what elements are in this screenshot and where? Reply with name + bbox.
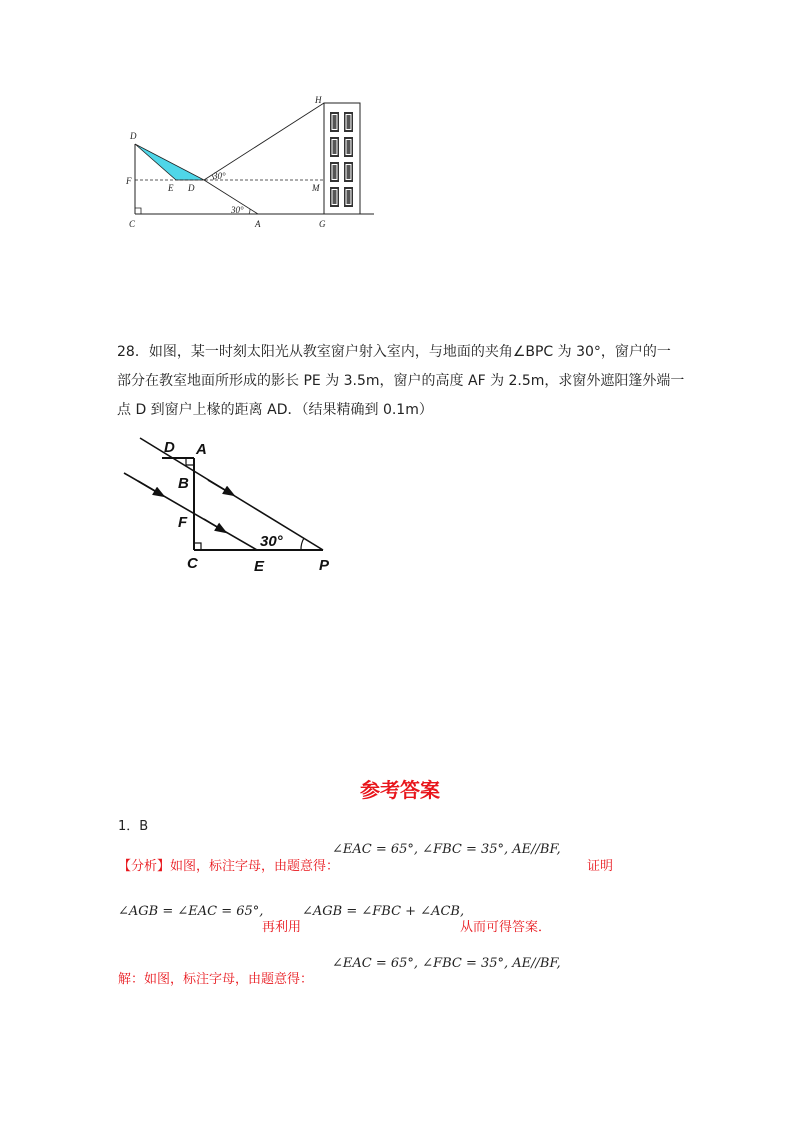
- line-dh: [204, 103, 324, 180]
- analysis-text-2: 证明: [587, 859, 614, 874]
- label-g: G: [319, 219, 326, 229]
- analysis-tag: 【分析】: [118, 859, 171, 874]
- answer-item-1: 1．B: [118, 819, 149, 834]
- label-m: M: [312, 183, 320, 193]
- figure-1: [118, 90, 380, 240]
- analysis-math-2: ∠AGB = ∠EAC = 65°,: [118, 904, 264, 919]
- problem-line-2: 部分在教室地面所形成的影长 PE 为 3.5m，窗户的高度 AF 为 2.5m，求窗外遮阳篷外端一: [117, 373, 685, 389]
- solution-math: ∠EAC = 65°, ∠FBC = 35°, AE//BF,: [332, 956, 561, 971]
- angle-arc-p: [301, 538, 304, 550]
- problem-line-1: 28．如图，某一时刻太阳光从教室窗户射入室内，与地面的夹角∠BPC 为 30°，窗户的一: [117, 344, 671, 360]
- right-angle-a: [186, 458, 194, 465]
- figure-2: [118, 432, 343, 580]
- angle-label: 30°: [260, 533, 283, 550]
- shaded-triangle: [135, 144, 204, 180]
- label-c: C: [129, 219, 136, 229]
- problem-line-3: 点 D 到窗户上椽的距离 AD．（结果精确到 0.1m）: [117, 402, 433, 418]
- label-d: D: [164, 439, 175, 456]
- analysis-math-3: ∠AGB = ∠FBC + ∠ACB,: [302, 904, 465, 919]
- analysis-text-4: 从而可得答案．: [460, 920, 552, 935]
- angle-arc-bottom: [249, 209, 250, 214]
- building: [324, 103, 360, 214]
- label-a: A: [255, 219, 261, 229]
- label-d: D: [130, 131, 137, 141]
- label-e: E: [168, 183, 174, 193]
- label-e: E: [254, 558, 265, 575]
- angle-label-top: 30°: [213, 171, 226, 181]
- analysis-math-1: ∠EAC = 65°, ∠FBC = 35°, AE//BF,: [332, 842, 561, 857]
- label-d2: D: [188, 183, 195, 193]
- label-a: A: [196, 441, 207, 458]
- right-angle-c: [194, 543, 201, 550]
- label-f: F: [178, 514, 188, 531]
- angle-label-bottom: 30°: [231, 205, 244, 215]
- right-angle-c: [135, 208, 141, 214]
- label-f: F: [126, 176, 132, 186]
- answer-title: 参考答案: [360, 778, 440, 802]
- analysis-lead: [118, 855, 339, 874]
- label-p: P: [319, 557, 330, 574]
- analysis-text-1: 如图，标注字母，由题意得：: [170, 859, 340, 874]
- solution-text: 解：如图，标注字母，由题意得：: [118, 972, 314, 987]
- label-b: B: [178, 475, 189, 492]
- label-h: H: [315, 95, 322, 105]
- label-c: C: [187, 555, 198, 572]
- analysis-text-3: 再利用: [262, 920, 302, 935]
- problem-28: [117, 338, 687, 425]
